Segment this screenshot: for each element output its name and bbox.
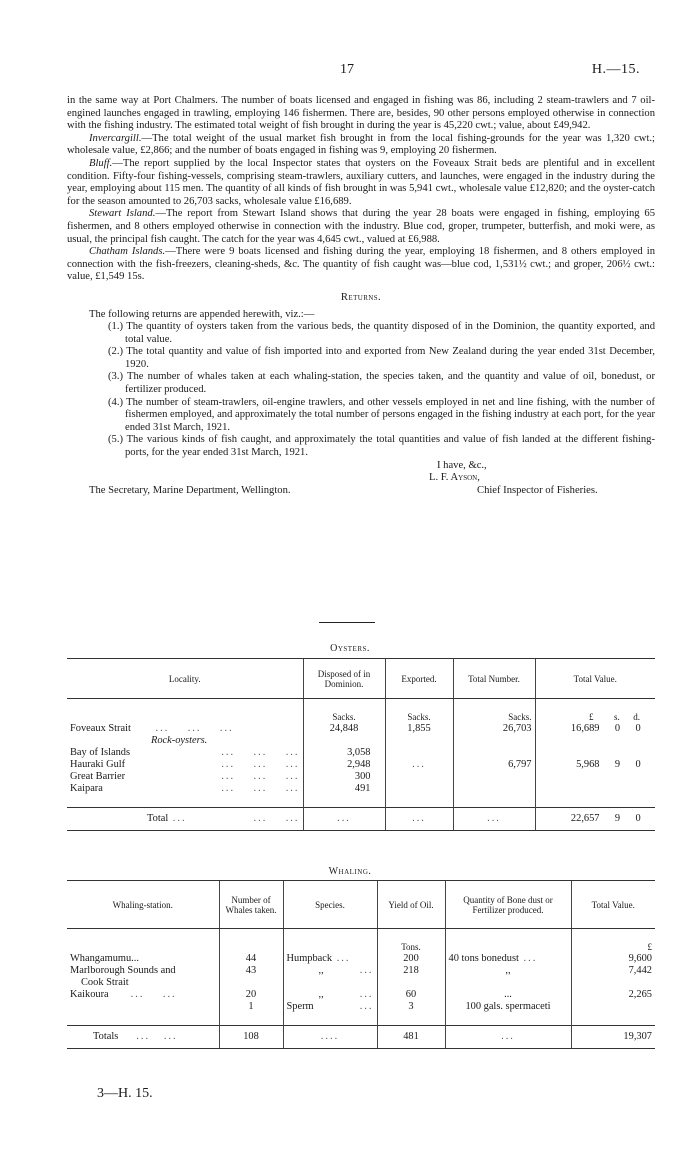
col-header-locality: Locality. (67, 659, 303, 699)
col-header-disposed: Disposed of in Dominion. (303, 659, 385, 699)
paragraph-port-chalmers: in the same way at Port Chalmers. The number of boats licensed and engaged in fishing was 86, including 2 steam-trawlers and 7 oil-engined launches engaged in trawling, employing 146 fishermen. There are, besides, 90 other persons employed otherwise in connection with the fishing industry. The estimated total weight of fish brought in during the year is 45,220 cwt.; value, about £49,942. (67, 95, 655, 132)
table-row: 1 Sperm ... 3 100 gals. spermaceti (67, 1001, 655, 1013)
body-text (67, 95, 655, 498)
oysters-title: Oysters. (330, 643, 370, 654)
signature-block (67, 460, 655, 498)
col-header-value: Total Value. (571, 881, 655, 929)
table-row: Cook Strait (67, 977, 655, 989)
table-row-total: Totals ... ... 108 .... 481 ... 19,307 (67, 1026, 655, 1049)
paragraph-bluff: Bluff.—The report supplied by the local Inspector states that oysters on the Foveaux Strait beds are plentiful and in excellent condition. Fifty-four fishing-vessels, comprising steam-trawlers, auxiliary cutters, and launches, were engaged in the industry during the year, employing about 115 men. The quantity of all kinds of fish brought in was 5,941 cwt., wholesale value £12,820; and the oyster-catch for the season amounted to 26,703 sacks, wholesale value £16,689. (67, 157, 655, 207)
list-item: (5.) The various kinds of fish caught, and approximately the total quantities and value of fish landed at the different fishing-ports, for the year ended 31st March, 1921. (108, 434, 655, 459)
list-item: (2.) The total quantity and value of fish imported into and exported from New Zealand during the year ended 31st December, 1920. (108, 346, 655, 370)
list-item: (3.) The number of whales taken at each whaling-station, the species taken, and the quantity and value of oil, bonedust, or fertilizer produced. (108, 371, 655, 396)
returns-intro: The following returns are appended herewith, viz.:— (89, 308, 315, 320)
paragraph-stewart-island: Stewart Island.—The report from Stewart Island shows that during the year 28 boats were engaged in fishing, employing 65 fishermen, and 8 others employed otherwise in connection with the industry. Blue cod, groper, trumpeter, butterfish, and moki were, as usual, the principal fish caught. The catch for the year was 4,645 cwt., valued at £6,988. (67, 208, 655, 245)
col-header-oil: Yield of Oil. (377, 881, 445, 929)
signatory-title: Chief Inspector of Fisheries. (477, 484, 598, 496)
list-item: (1.) The quantity of oysters taken from the various beds, the quantity disposed of in the Dominion, the quantity exported, and total value. (108, 321, 655, 345)
addressee: The Secretary, Marine Department, Wellington. (89, 484, 291, 496)
list-item: (4.) The number of steam-trawlers, oil-engine trawlers, and other vessels employed in net and line fishing, with the number of fishermen employed, and approximately the total number of persons engaged in the fishing industry at each port, for the year ended 31st March, 1921. (108, 396, 655, 433)
table-row: Tons. £ (67, 941, 655, 953)
footer-signature: 3—H. 15. (97, 1086, 153, 1101)
returns-list (67, 321, 655, 460)
page-reference: H.—15. (591, 62, 640, 77)
closing: I have, &c., (437, 459, 487, 471)
table-row: Kaikoura ... ... 20 ,, ... 60 ... 2,265 (67, 989, 655, 1001)
divider (319, 622, 375, 623)
paragraph-invercargill: Invercargill.—The total weight of the usual market fish brought in from the local fishing-grounds for the year was 1,320 cwt.; wholesale value, £2,866; and the number of boats engaged in fishing was 9, employing 20 fishermen. (67, 132, 655, 157)
table-row: Rock-oysters. (67, 735, 655, 747)
table-row-total: Total ... ... ... ... ... ... 22,657 9 0 (67, 808, 655, 831)
signatory-name: L. F. Ayson, (429, 471, 480, 483)
col-header-species: Species. (283, 881, 377, 929)
oysters-table (67, 658, 655, 831)
col-header-whales: Number of Whales taken. (219, 881, 283, 929)
table-row: Kaipara ... ... ... 491 (67, 783, 655, 795)
whaling-title: Whaling. (328, 866, 372, 877)
table-row: Sacks. Sacks. Sacks. £ s. d. (67, 711, 655, 723)
col-header-exported: Exported. (385, 659, 453, 699)
whaling-table (67, 880, 655, 1049)
col-header-total-value: Total Value. (535, 659, 655, 699)
col-header-bone: Quantity of Bone dust or Fertilizer produced. (445, 881, 571, 929)
returns-heading: Returns. (340, 291, 382, 303)
page-number: 17 (340, 62, 354, 77)
table-row: Marlborough Sounds and 43 ,, ... 218 ,, 7,442 (67, 965, 655, 977)
col-header-total-number: Total Number. (453, 659, 535, 699)
table-row: Whangamumu... 44 Humpback ... 200 40 tons bonedust ... 9,600 (67, 953, 655, 965)
table-row: Great Barrier ... ... ... 300 (67, 771, 655, 783)
paragraph-chatham-islands: Chatham Islands.—There were 9 boats licensed and fishing during the year, employing 18 fishermen, and 8 others employed in connection with the fish-freezers, cleaning-sheds, &c. The quantity of fish caught was—blue cod, 1,531½ cwt.; and groper, 206½ cwt.: value, £1,549 15s. (67, 246, 655, 283)
table-row: Bay of Islands ... ... ... 3,058 (67, 747, 655, 759)
table-row: Hauraki Gulf ... ... ... 2,948 ... 6,797 5,968 9 0 (67, 759, 655, 771)
table-row: Foveaux Strait ... ... ... 24,848 1,855 26,703 16,689 0 0 (67, 723, 655, 735)
col-header-station: Whaling-station. (67, 881, 219, 929)
